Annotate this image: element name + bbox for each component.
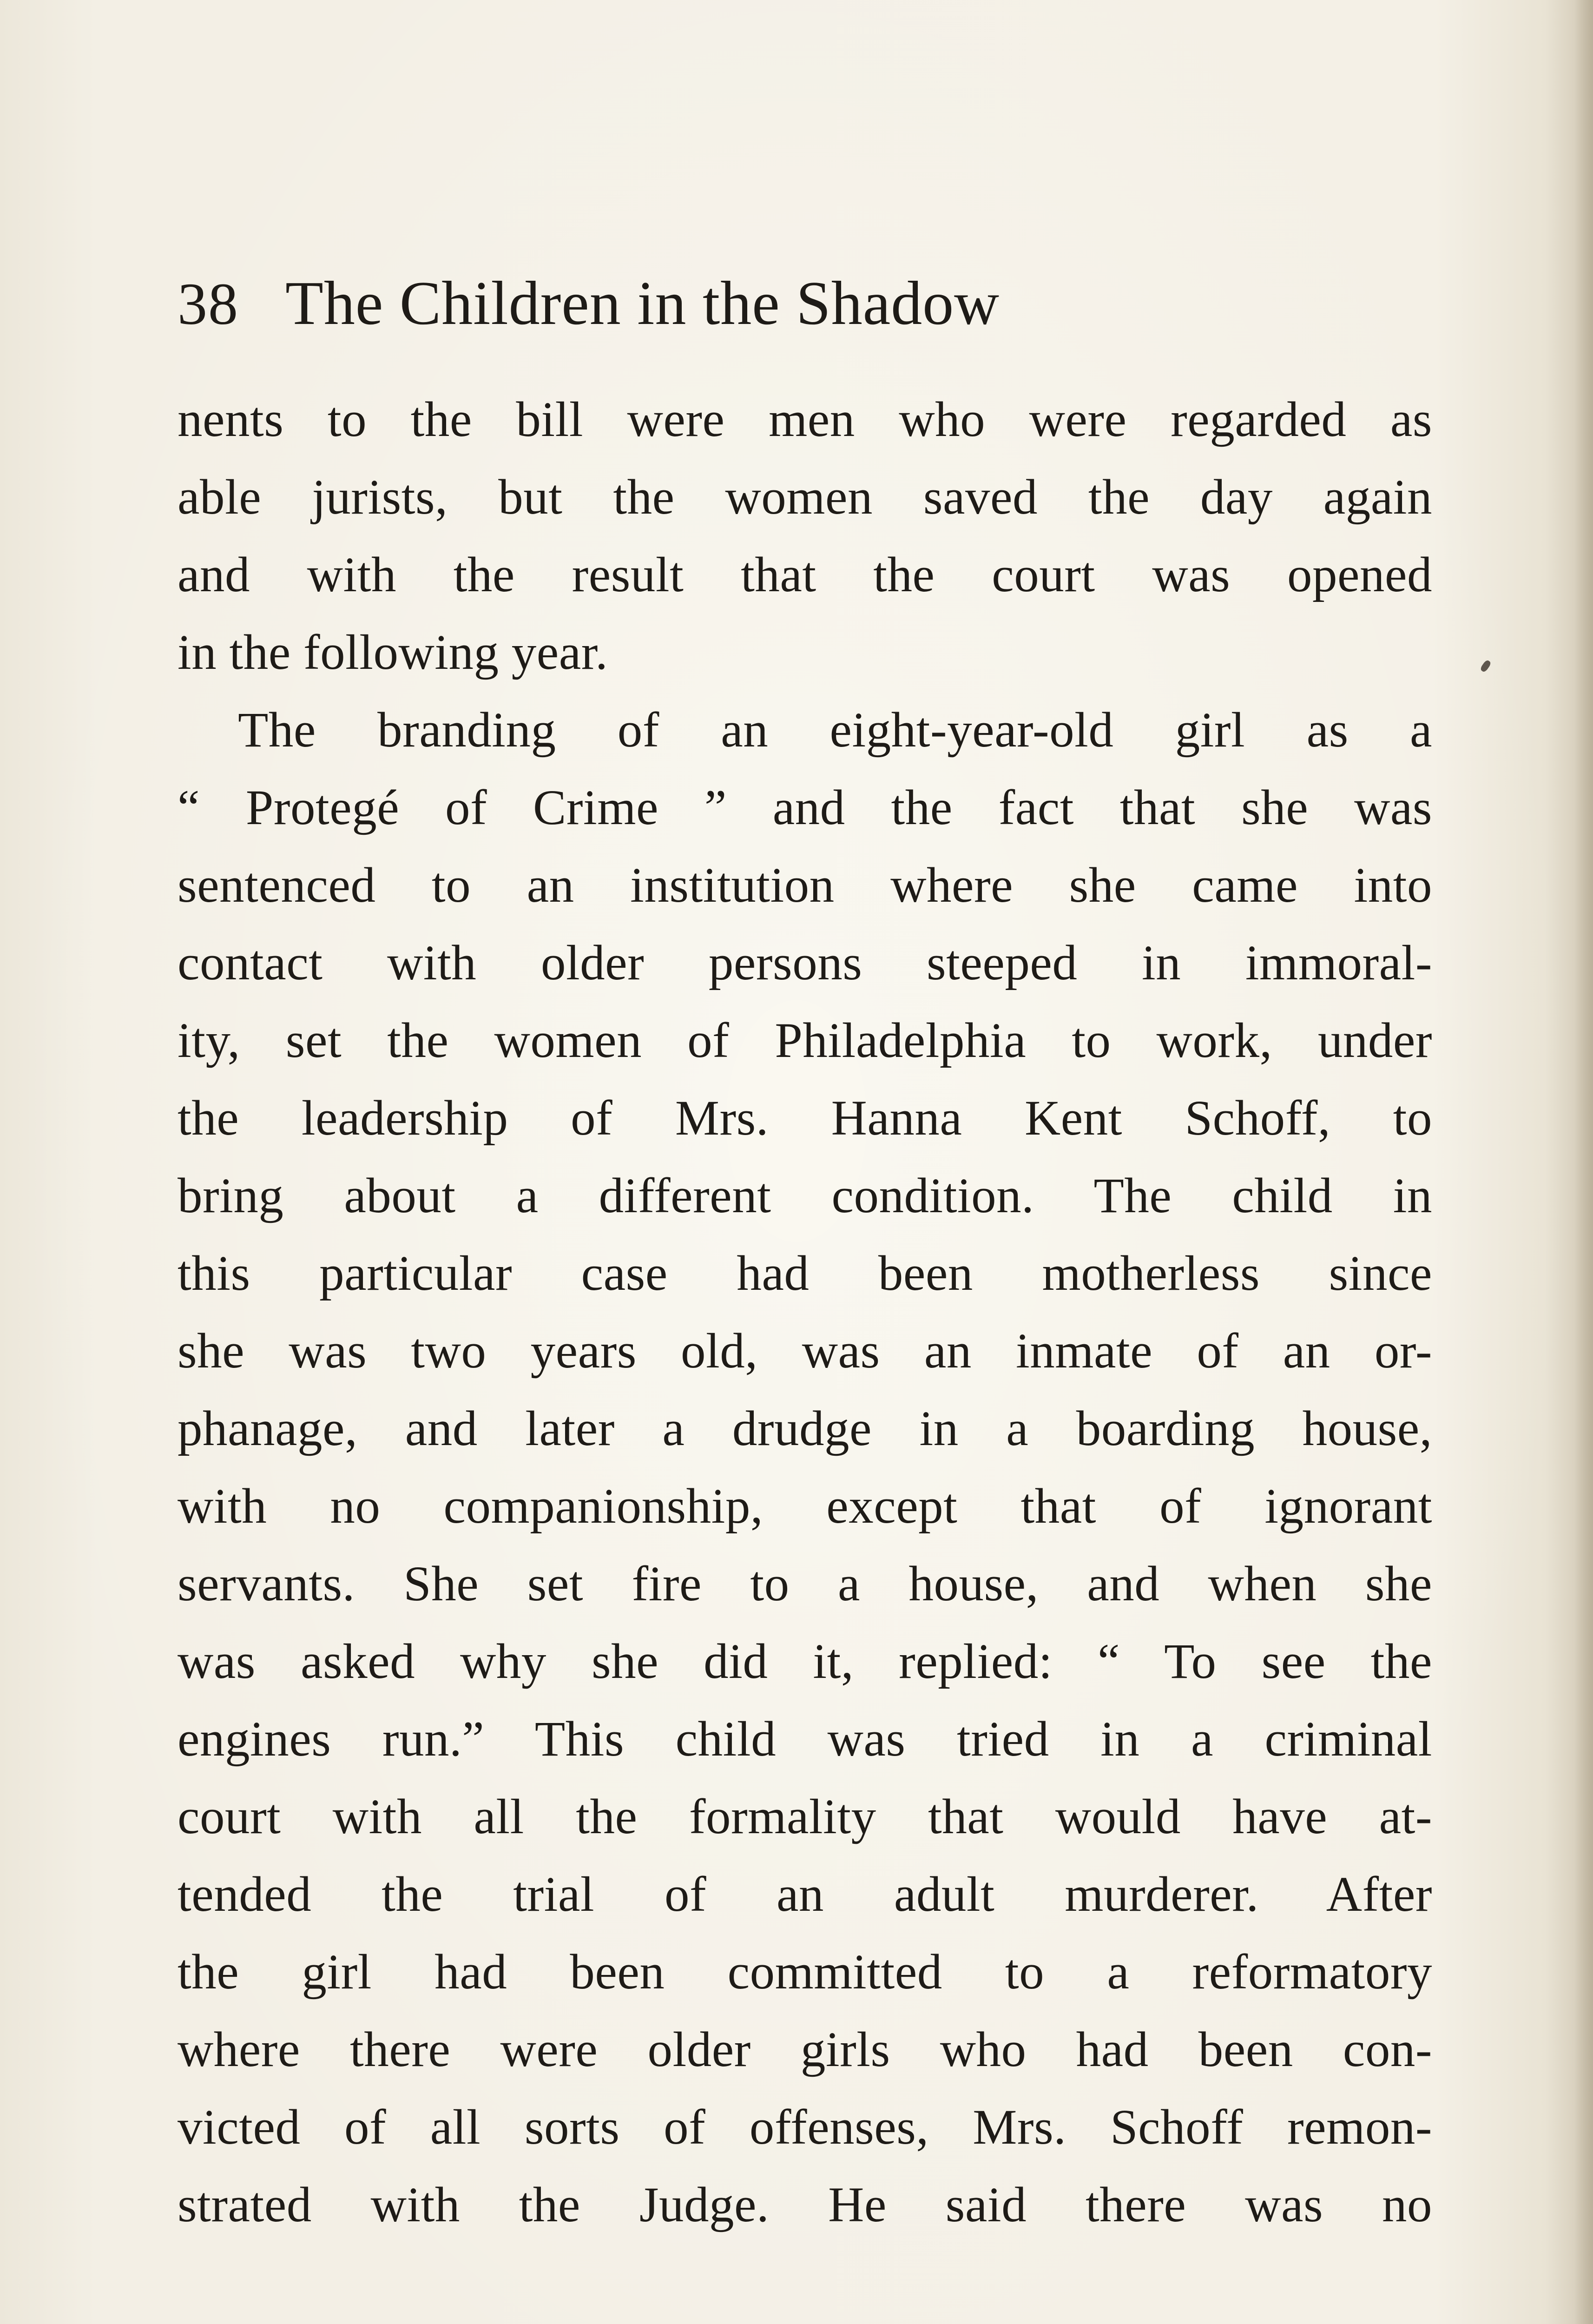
text-line: nents to the bill were men who were regarded as [178, 392, 1432, 447]
paragraph-branding [178, 692, 1432, 2244]
text-line: she was two years old, was an inmate of an or- [178, 1324, 1432, 1379]
text-line: strated with the Judge. He said there was no [178, 2178, 1432, 2232]
text-line: The branding of an eight-year-old girl as a [238, 703, 1432, 758]
ink-speck [1480, 659, 1492, 673]
text-line: the leadership of Mrs. Hanna Kent Schoff, to [178, 1091, 1432, 1146]
paragraph-continuation [178, 381, 1432, 692]
text-line: was asked why she did it, replied: “ To see the [178, 1634, 1432, 1689]
text-line: ity, set the women of Philadelphia to work, under [178, 1013, 1432, 1068]
text-line: sentenced to an institution where she came into [178, 858, 1432, 913]
text-line: contact with older persons steeped in immoral- [178, 936, 1432, 990]
text-line: bring about a different condition. The child in [178, 1169, 1432, 1223]
page-edge-shadow [1574, 0, 1593, 2324]
text-line: able jurists, but the women saved the day again [178, 470, 1432, 525]
running-title: The Children in the Shadow [285, 269, 1000, 337]
text-line: court with all the formality that would have at- [178, 1789, 1432, 1844]
text-line: with no companionship, except that of ignorant [178, 1479, 1432, 1534]
text-line: “ Protegé of Crime ” and the fact that she was [178, 780, 1432, 835]
running-header [178, 267, 1000, 337]
text-line: victed of all sorts of offenses, Mrs. Schoff remon- [178, 2100, 1432, 2155]
text-line: in the following year. [178, 625, 608, 680]
text-line: engines run.” This child was tried in a criminal [178, 1712, 1432, 1767]
text-line: where there were older girls who had been con- [178, 2022, 1432, 2077]
text-line: this particular case had been motherless since [178, 1246, 1432, 1301]
page-number: 38 [178, 271, 239, 337]
text-line: phanage, and later a drudge in a boarding house, [178, 1401, 1432, 1456]
text-line: the girl had been committed to a reformatory [178, 1945, 1432, 2000]
text-line: and with the result that the court was opened [178, 548, 1432, 602]
body-text [178, 381, 1432, 2244]
text-line: servants. She set fire to a house, and when she [178, 1557, 1432, 1611]
text-line: tended the trial of an adult murderer. After [178, 1867, 1432, 1922]
